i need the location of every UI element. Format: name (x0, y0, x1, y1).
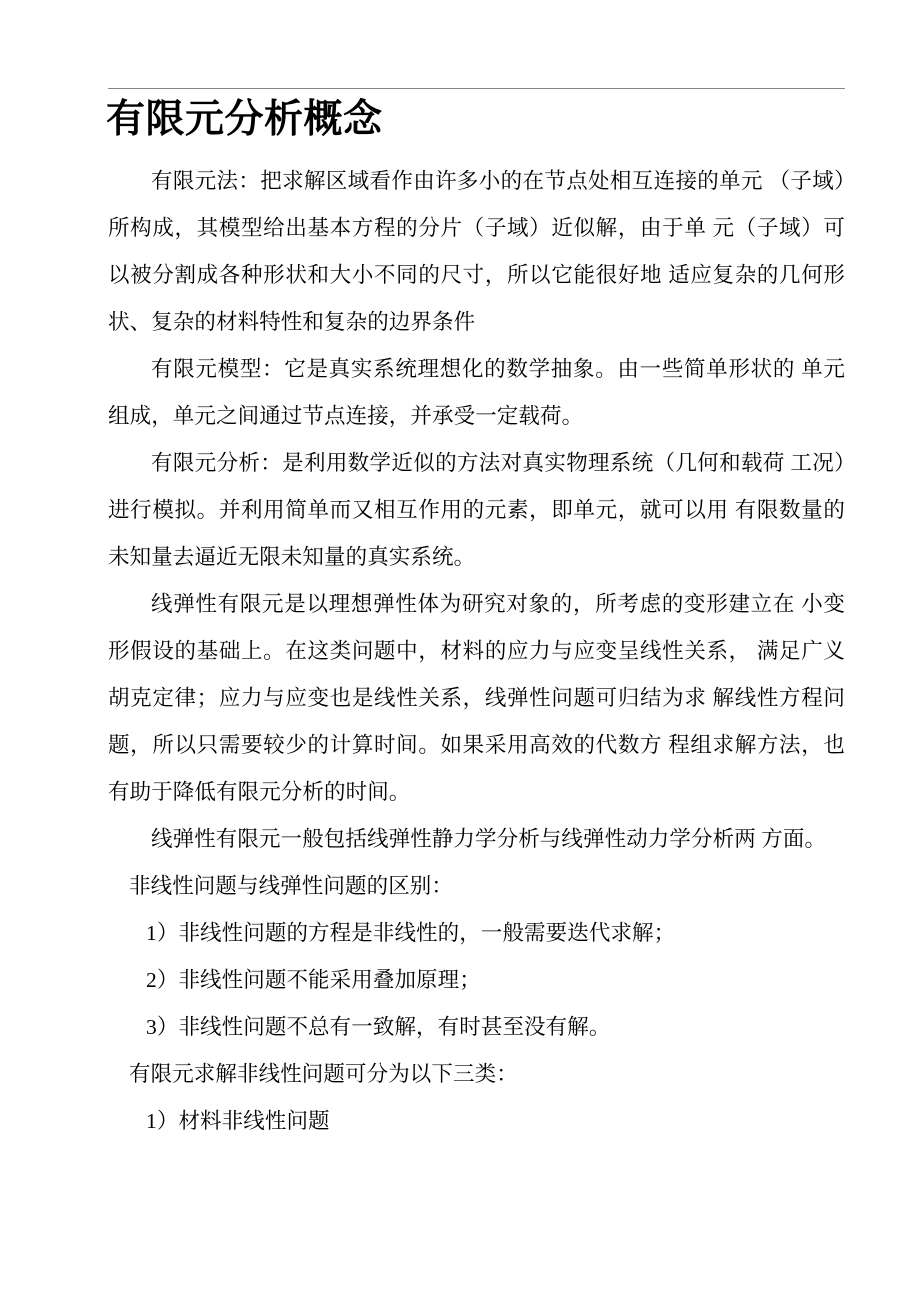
paragraph-fem-model: 有限元模型：它是真实系统理想化的数学抽象。由一些简单形状的 单元组成，单元之间通过节点连接，并承受一定载荷。 (108, 357, 845, 428)
paragraph-linear-elastic-scope: 线弹性有限元一般包括线弹性静力学分析与线弹性动力学分析两 方面。 (151, 827, 827, 851)
paragraph-nonlinear-diff-2: 2）非线性问题不能采用叠加原理； (146, 968, 481, 992)
page-title: 有限元分析概念 (106, 98, 383, 141)
paragraph-nonlinear-diff-1: 1）非线性问题的方程是非线性的，一般需要迭代求解； (146, 921, 676, 945)
paragraph-nonlinear-diff-3: 3）非线性问题不总有一致解，有时甚至没有解。 (146, 1015, 611, 1039)
paragraph-fem-method: 有限元法：把求解区域看作由许多小的在节点处相互连接的单元 （子域）所构成，其模型给出基本方程的分片（子域）近似解，由于单 元（子域）可以被分割成各种形状和大小不同的尺寸，所以它能很好地 适应复杂的几何形状、复杂的材料特性和复杂的边界条件 (108, 169, 845, 334)
paragraph-nonlinear-category-1: 1）材料非线性问题 (146, 1109, 330, 1133)
document-body (108, 158, 845, 1145)
paragraph-fem-analysis: 有限元分析：是利用数学近似的方法对真实物理系统（几何和载荷 工况）进行模拟。并利用简单而又相互作用的元素，即单元，就可以用 有限数量的未知量去逼近无限未知量的真实系统。 (108, 451, 845, 569)
paragraph-nonlinear-difference-heading: 非线性问题与线弹性问题的区别： (129, 874, 454, 898)
paragraph-linear-elastic-fem: 线弹性有限元是以理想弹性体为研究对象的，所考虑的变形建立在 小变形假设的基础上。在这类问题中，材料的应力与应变呈线性关系， 满足广义胡克定律；应力与应变也是线性关系，线弹性问题可归结为求 解线性方程问题，所以只需要较少的计算时间。如果采用高效的代数方 程组求解方法，也有助于降低有限元分析的时间。 (108, 592, 845, 804)
paragraph-nonlinear-categories-heading: 有限元求解非线性问题可分为以下三类： (129, 1062, 518, 1086)
header-divider (108, 88, 845, 89)
